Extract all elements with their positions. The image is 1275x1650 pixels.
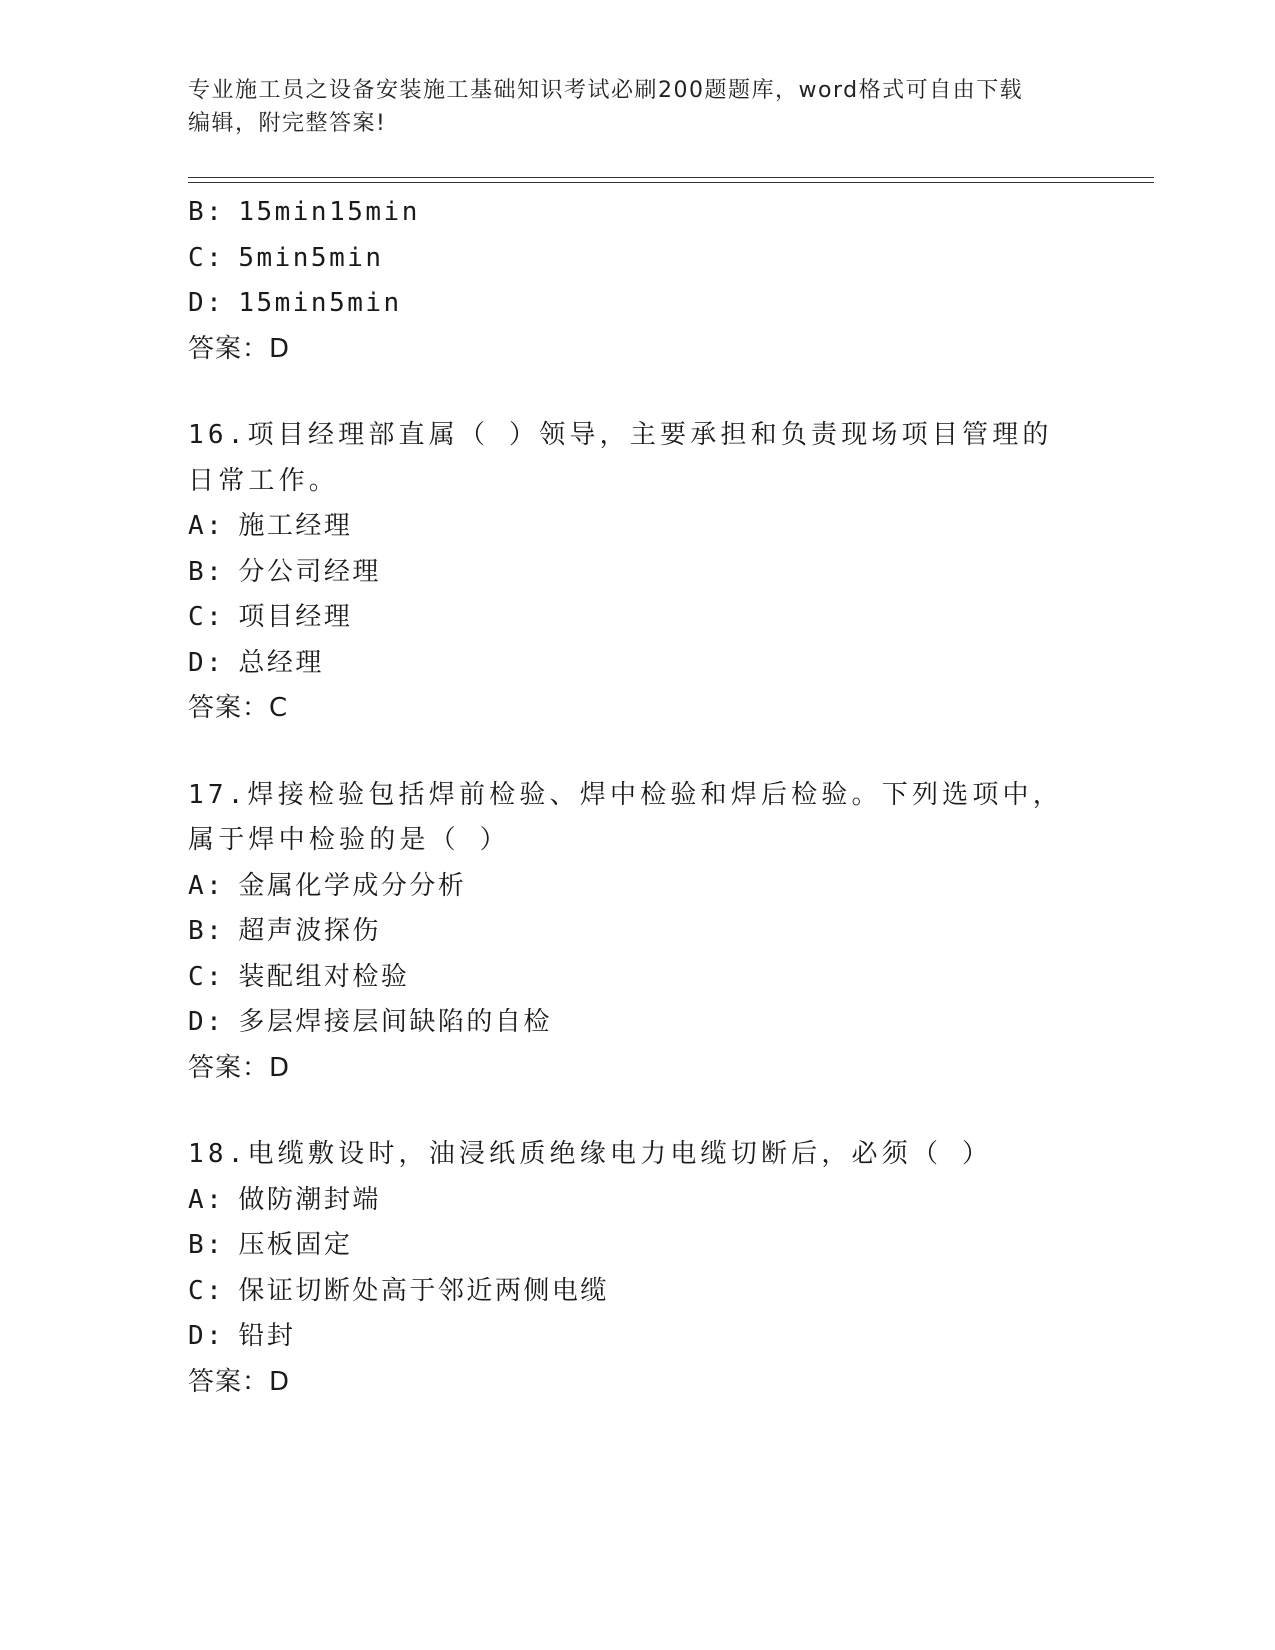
option-separator: : <box>206 961 225 992</box>
option-c <box>188 1269 1088 1315</box>
option-letter: D <box>188 1321 207 1351</box>
option-text: 超声波探伤 <box>238 916 381 946</box>
option-text: 压板固定 <box>238 1230 353 1260</box>
option-c <box>188 955 1088 1001</box>
option-b <box>188 909 1088 955</box>
option-letter: C <box>188 242 207 273</box>
option-text: 项目经理 <box>238 602 353 632</box>
option-c <box>188 595 1088 641</box>
header-divider-top <box>188 177 1154 178</box>
option-separator: : <box>206 647 225 678</box>
option-letter: D <box>188 288 207 318</box>
option-text: 施工经理 <box>238 511 353 541</box>
option-separator: : <box>206 602 225 632</box>
option-letter: C <box>188 1275 207 1306</box>
question-15-continued <box>188 190 1088 372</box>
option-text: 装配组对检验 <box>238 961 410 992</box>
option-d <box>188 641 1088 687</box>
option-letter: B <box>188 556 207 587</box>
header-title-line-2: 编辑，附完整答案! <box>188 111 387 136</box>
option-separator: : <box>206 916 225 946</box>
option-letter: D <box>188 647 207 678</box>
option-letter: A <box>188 870 207 901</box>
option-separator: : <box>206 511 225 541</box>
option-letter: A <box>188 1184 207 1215</box>
option-text: 分公司经理 <box>238 556 381 587</box>
option-separator: : <box>206 197 225 227</box>
option-a <box>188 1178 1088 1224</box>
question-stem: 17.焊接检验包括焊前检验、焊中检验和焊后检验。下列选项中，属于焊中检验的是（ ） <box>188 779 1063 855</box>
option-letter: B <box>188 197 207 227</box>
option-text: 金属化学成分分析 <box>238 870 467 901</box>
option-separator: : <box>206 1007 225 1037</box>
option-letter: C <box>188 961 207 992</box>
option-d <box>188 281 1088 327</box>
option-b <box>188 190 1088 236</box>
option-d <box>188 1314 1088 1360</box>
option-letter: A <box>188 511 207 541</box>
option-b <box>188 1223 1088 1269</box>
option-letter: D <box>188 1007 207 1037</box>
option-text: 15min5min <box>238 288 402 318</box>
option-separator: : <box>206 1275 225 1306</box>
option-separator: : <box>206 242 225 273</box>
option-text: 总经理 <box>238 647 324 678</box>
option-a <box>188 864 1088 910</box>
question-18 <box>188 1132 1088 1405</box>
option-text: 多层焊接层间缺陷的自检 <box>238 1007 552 1037</box>
option-separator: : <box>206 1184 225 1215</box>
option-letter: B <box>188 916 207 946</box>
option-c <box>188 236 1088 282</box>
option-separator: : <box>206 288 225 318</box>
answer-line: 答案：D <box>188 333 291 364</box>
spacer <box>188 372 1088 413</box>
option-text: 15min15min <box>238 197 420 227</box>
option-text: 做防潮封端 <box>238 1184 381 1215</box>
question-16 <box>188 413 1088 732</box>
option-text: 铅封 <box>238 1321 296 1351</box>
option-letter: B <box>188 1230 207 1260</box>
option-separator: : <box>206 1321 225 1351</box>
option-d <box>188 1000 1088 1046</box>
question-stem: 18.电缆敷设时，油浸纸质绝缘电力电缆切断后，必须（ ） <box>188 1139 993 1169</box>
option-b <box>188 550 1088 596</box>
option-separator: : <box>206 870 225 901</box>
option-separator: : <box>206 1230 225 1260</box>
spacer <box>188 1091 1088 1132</box>
answer-line: 答案：D <box>188 1366 291 1397</box>
spacer <box>188 732 1088 773</box>
option-separator: : <box>206 556 225 587</box>
question-17 <box>188 773 1088 1092</box>
option-letter: C <box>188 602 207 632</box>
question-stem: 16.项目经理部直属（ ）领导，主要承担和负责现场项目管理的日常工作。 <box>188 420 1053 496</box>
option-text: 保证切断处高于邻近两侧电缆 <box>238 1275 609 1306</box>
option-a <box>188 504 1088 550</box>
header-title-line-1: 专业施工员之设备安装施工基础知识考试必刷200题题库，word格式可自由下载 <box>188 78 1024 103</box>
document-header <box>188 74 1068 140</box>
question-list <box>188 190 1088 1405</box>
answer-line: 答案：D <box>188 1052 291 1083</box>
answer-line: 答案：C <box>188 693 289 723</box>
option-text: 5min5min <box>238 242 384 273</box>
header-divider-bottom <box>188 182 1154 183</box>
